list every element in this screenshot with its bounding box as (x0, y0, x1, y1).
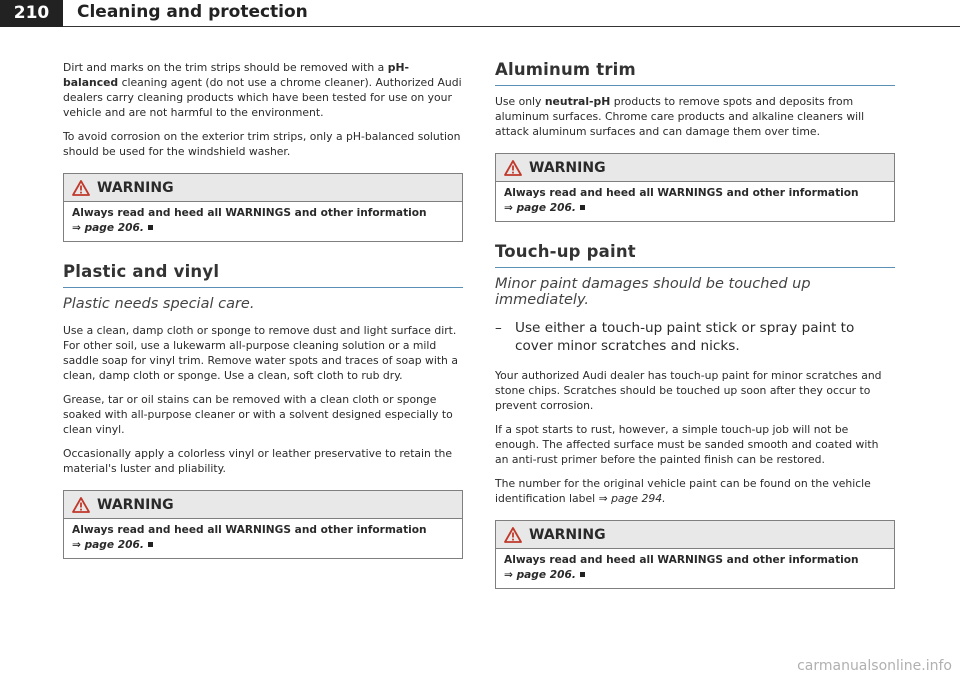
warning-box (495, 520, 895, 589)
right-column (495, 60, 895, 609)
heading-touch-up-paint: Touch-up paint (495, 242, 636, 261)
page-reference-link[interactable]: ⇒ page 294. (598, 492, 666, 505)
heading-aluminum-trim: Aluminum trim (495, 60, 636, 79)
warning-title: WARNING (97, 180, 174, 196)
warning-text: Always read and heed all WARNINGS and other information (72, 207, 427, 219)
plastic-paragraph-3: Occasionally apply a colorless vinyl or leather preservative to retain the material's luster and pliability. (63, 447, 453, 475)
intro-paragraph-2: To avoid corrosion on the exterior trim strips, only a pH-balanced solution should be used for the windshield washer. (63, 130, 461, 158)
warning-text: Always read and heed all WARNINGS and other information (72, 524, 427, 536)
intro-paragraph-1: Dirt and marks on the trim strips should be removed with a pH-balanced cleaning agent (do not use a chrome cleaner). Authorized Audi dealers carry cleaning products which have been tested for use on your vehicle and are not harmful to the environment. (63, 61, 462, 119)
touchup-paragraph-3: The number for the original vehicle paint can be found on the vehicle identification label ⇒ page 294. (495, 477, 871, 505)
warning-triangle-icon (72, 497, 90, 513)
warning-text: Always read and heed all WARNINGS and other information (504, 554, 859, 566)
page-number: 210 (0, 0, 63, 27)
step-text: Use either a touch-up paint stick or spray paint to cover minor scratches and nicks. (515, 320, 855, 354)
warning-triangle-icon (504, 160, 522, 176)
subheading-plastic: Plastic needs special care. (63, 296, 255, 312)
warning-title: WARNING (97, 497, 174, 513)
header-rule (63, 26, 960, 27)
warning-box (495, 153, 895, 222)
end-mark-icon (580, 205, 585, 210)
page-reference-link[interactable]: ⇒ page 206. (504, 202, 576, 214)
heading-rule (495, 267, 895, 268)
page-reference-link[interactable]: ⇒ page 206. (72, 222, 144, 234)
end-mark-icon (580, 572, 585, 577)
heading-rule (495, 85, 895, 86)
aluminum-paragraph: Use only neutral-pH products to remove spots and deposits from aluminum surfaces. Chrome care products and alkaline cleaners will attack aluminum surfaces and can damage them over time. (495, 95, 865, 138)
warning-text: Always read and heed all WARNINGS and other information (504, 187, 859, 199)
step-dash: – (495, 320, 502, 336)
warning-title: WARNING (529, 160, 606, 176)
warning-triangle-icon (504, 527, 522, 543)
warning-box (63, 173, 463, 242)
warning-title: WARNING (529, 527, 606, 543)
warning-triangle-icon (72, 180, 90, 196)
warning-box (63, 490, 463, 559)
subheading-touch-up: Minor paint damages should be touched up immediately. (495, 276, 811, 308)
touchup-paragraph-1: Your authorized Audi dealer has touch-up paint for minor scratches and stone chips. Scratches should be touched up soon after they occur to prevent corrosion. (495, 369, 882, 412)
heading-rule (63, 287, 463, 288)
end-mark-icon (148, 225, 153, 230)
section-title: Cleaning and protection (77, 2, 308, 22)
heading-plastic-vinyl: Plastic and vinyl (63, 262, 220, 281)
end-mark-icon (148, 542, 153, 547)
left-column (63, 60, 463, 579)
page-reference-link[interactable]: ⇒ page 206. (72, 539, 144, 551)
page-reference-link[interactable]: ⇒ page 206. (504, 569, 576, 581)
plastic-paragraph-1: Use a clean, damp cloth or sponge to remove dust and light surface dirt. For other soil, use a lukewarm all-purpose cleaning solution or a mild saddle soap for vinyl trim. Remove water spots and traces of soap with a clean, damp cloth or sponge. Use a clean, soft cloth to rub dry. (63, 324, 458, 382)
instruction-step (495, 319, 895, 355)
plastic-paragraph-2: Grease, tar or oil stains can be removed with a clean cloth or sponge soaked with all-purpose cleaner or with a solvent designed especially to clean vinyl. (63, 393, 453, 436)
watermark: carmanualsonline.info (797, 658, 952, 674)
touchup-paragraph-2: If a spot starts to rust, however, a simple touch-up job will not be enough. The affected surface must be sanded smooth and coated with an anti-rust primer before the painted finish can be restored. (495, 423, 879, 466)
